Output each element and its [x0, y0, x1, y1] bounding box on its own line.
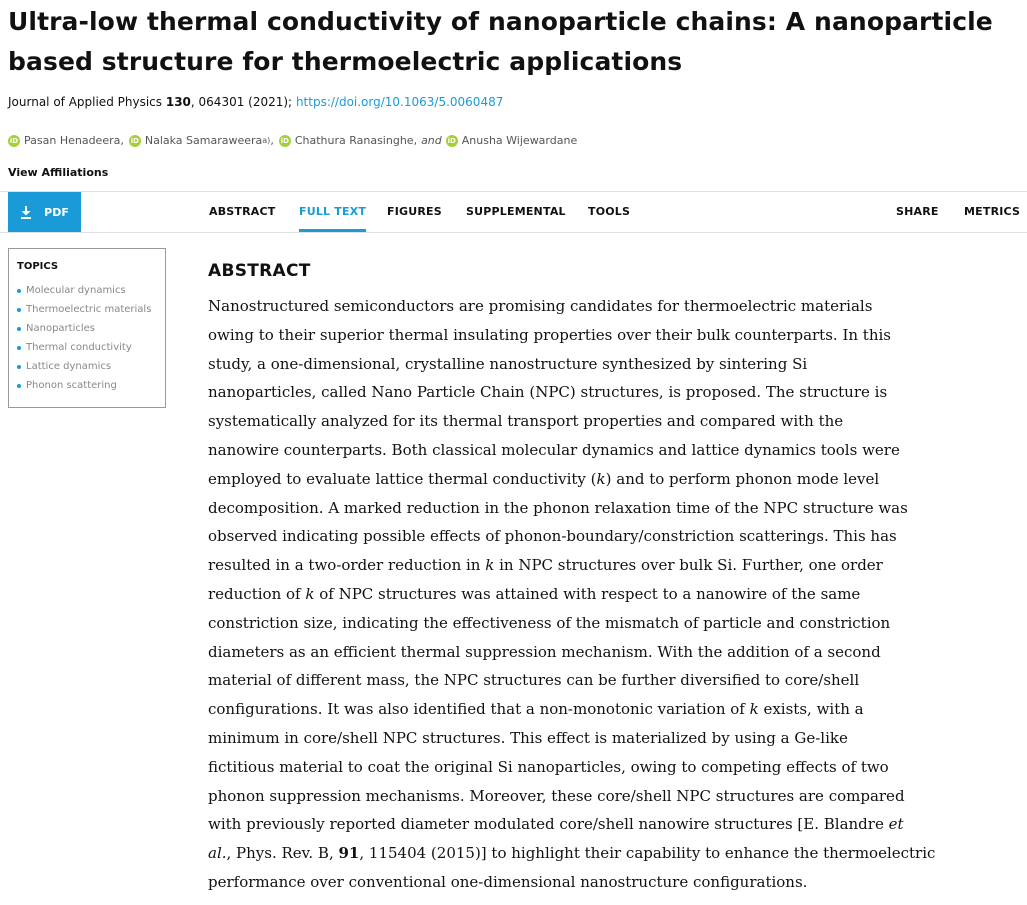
- doi-link[interactable]: https://doi.org/10.1063/5.0060487: [295, 95, 504, 109]
- tab-figures[interactable]: FIGURES: [387, 205, 442, 218]
- author-name[interactable]: Pasan Henadeera: [24, 134, 121, 147]
- download-icon: [20, 206, 32, 219]
- topics-box: [8, 248, 166, 408]
- abstract-line: systematically analyzed for its thermal transport properties and compared with the: [208, 412, 844, 431]
- author-separator: ,: [270, 134, 274, 147]
- abstract-line: fictitious material to coat the original Si nanoparticles, owing to competing effects of two: [208, 757, 889, 776]
- abstract-heading: ABSTRACT: [208, 261, 311, 281]
- orcid-icon[interactable]: iD: [447, 136, 456, 145]
- abstract-line: Nanostructured semiconductors are promising candidates for thermoelectric materials: [208, 297, 873, 315]
- abstract-line: nanowire counterparts. Both classical molecular dynamics and lattice dynamics tools were: [208, 440, 900, 459]
- topic-item[interactable]: [17, 338, 157, 357]
- pdf-label: PDF: [44, 205, 69, 219]
- abstract-body: [208, 292, 936, 897]
- abstract-line: phonon suppression mechanisms. Moreover, these core/shell NPC structures are compared: [208, 786, 905, 805]
- bullet-icon: [17, 289, 21, 293]
- author-name[interactable]: Anusha Wijewardane: [461, 134, 578, 147]
- topic-label[interactable]: Nanoparticles: [26, 323, 95, 334]
- bullet-icon: [17, 365, 21, 369]
- abstract-line: employed to evaluate lattice thermal conductivity (k) and to perform phonon mode level: [208, 469, 880, 488]
- abstract-line: resulted in a two-order reduction in k in NPC structures over bulk Si. Further, one order: [208, 556, 883, 575]
- author[interactable]: [279, 134, 414, 147]
- author-name[interactable]: Nalaka Samaraweera: [144, 134, 263, 147]
- citation: [8, 95, 503, 109]
- topics-heading: TOPICS: [17, 261, 59, 272]
- orcid-icon[interactable]: iD: [9, 136, 19, 145]
- author-name[interactable]: Chathura Ranasinghe: [294, 134, 414, 147]
- abstract-line: reduction of k of NPC structures was attained with respect to a nanowire of the same: [208, 584, 861, 603]
- bullet-icon: [17, 308, 21, 312]
- author-separator: ,: [413, 134, 418, 147]
- abstract-line: minimum in core/shell NPC structures. This effect is materialized by using a Ge-like: [208, 728, 848, 747]
- abstract-line: with previously reported diameter modulated core/shell nanowire structures [E. Blandre et: [208, 815, 904, 834]
- pdf-download-button[interactable]: [8, 192, 81, 232]
- tab-metrics[interactable]: METRICS: [964, 205, 1021, 218]
- author-conjunction: and: [421, 134, 442, 147]
- tab-share[interactable]: SHARE: [896, 205, 939, 218]
- topic-item[interactable]: [17, 357, 157, 376]
- journal-name: Journal of Applied Physics: [8, 95, 163, 109]
- abstract-line: observed indicating possible effects of phonon-boundary/constriction scatterings. This has: [208, 527, 897, 546]
- abstract-line: material of different mass, the NPC structures can be further diversified to core/shell: [208, 671, 860, 690]
- topic-item[interactable]: [17, 376, 157, 395]
- abstract-line: configurations. It was also identified that a non-monotonic variation of k exists, with a: [208, 700, 864, 719]
- abstract-line: diameters as an efficient thermal suppression mechanism. With the addition of a second: [208, 642, 881, 661]
- tab-tools[interactable]: TOOLS: [588, 205, 631, 218]
- topic-label[interactable]: Lattice dynamics: [26, 361, 112, 372]
- abstract-line: owing to their superior thermal insulating properties over their bulk counterparts. In this: [208, 325, 891, 344]
- article-title: Ultra-low thermal conductivity of nanoparticle chains: A nanoparticle based structure for thermoelectric applications: [8, 7, 993, 76]
- abstract-line: al., Phys. Rev. B, 91, 115404 (2015)] to highlight their capability to enhance the thermoelectric: [208, 844, 936, 863]
- topic-label[interactable]: Thermoelectric materials: [26, 304, 152, 315]
- abstract-line: study, a one-dimensional, crystalline nanostructure synthesized by sintering Si: [208, 354, 808, 373]
- author[interactable]: [8, 134, 120, 147]
- topic-item[interactable]: [17, 319, 157, 338]
- abstract-line: performance over conventional one-dimensional nanostructure configurations.: [208, 872, 808, 891]
- tab-full-text[interactable]: FULL TEXT: [299, 192, 366, 232]
- citation-pages-year: , 064301 (2021);: [190, 95, 293, 109]
- topic-label[interactable]: Thermal conductivity: [26, 342, 132, 353]
- tab-abstract[interactable]: ABSTRACT: [209, 205, 276, 218]
- tab-supplemental[interactable]: SUPPLEMENTAL: [466, 205, 566, 218]
- bullet-icon: [17, 346, 21, 350]
- journal-volume: 130: [165, 95, 191, 109]
- topic-item[interactable]: [17, 281, 157, 300]
- bullet-icon: [17, 384, 21, 388]
- affiliation-mark[interactable]: a): [262, 136, 271, 145]
- view-affiliations-link[interactable]: View Affiliations: [8, 166, 109, 179]
- topic-item[interactable]: [17, 300, 157, 319]
- bullet-icon: [17, 327, 21, 331]
- topic-label[interactable]: Molecular dynamics: [26, 285, 126, 296]
- author-list: [8, 134, 577, 147]
- article-nav: [0, 191, 1027, 233]
- author[interactable]: [129, 134, 270, 147]
- abstract-line: nanoparticles, called Nano Particle Chain (NPC) structures, is proposed. The structure is: [208, 383, 888, 402]
- author-separator: ,: [120, 134, 124, 147]
- abstract-line: decomposition. A marked reduction in the phonon relaxation time of the NPC structure was: [208, 498, 908, 517]
- orcid-icon[interactable]: iD: [280, 136, 289, 145]
- topic-label[interactable]: Phonon scattering: [26, 380, 117, 391]
- author[interactable]: [446, 134, 577, 147]
- topics-list: [17, 281, 157, 395]
- abstract-line: constriction size, indicating the effectiveness of the mismatch of particle and constriction: [208, 613, 891, 632]
- orcid-icon[interactable]: iD: [130, 136, 139, 145]
